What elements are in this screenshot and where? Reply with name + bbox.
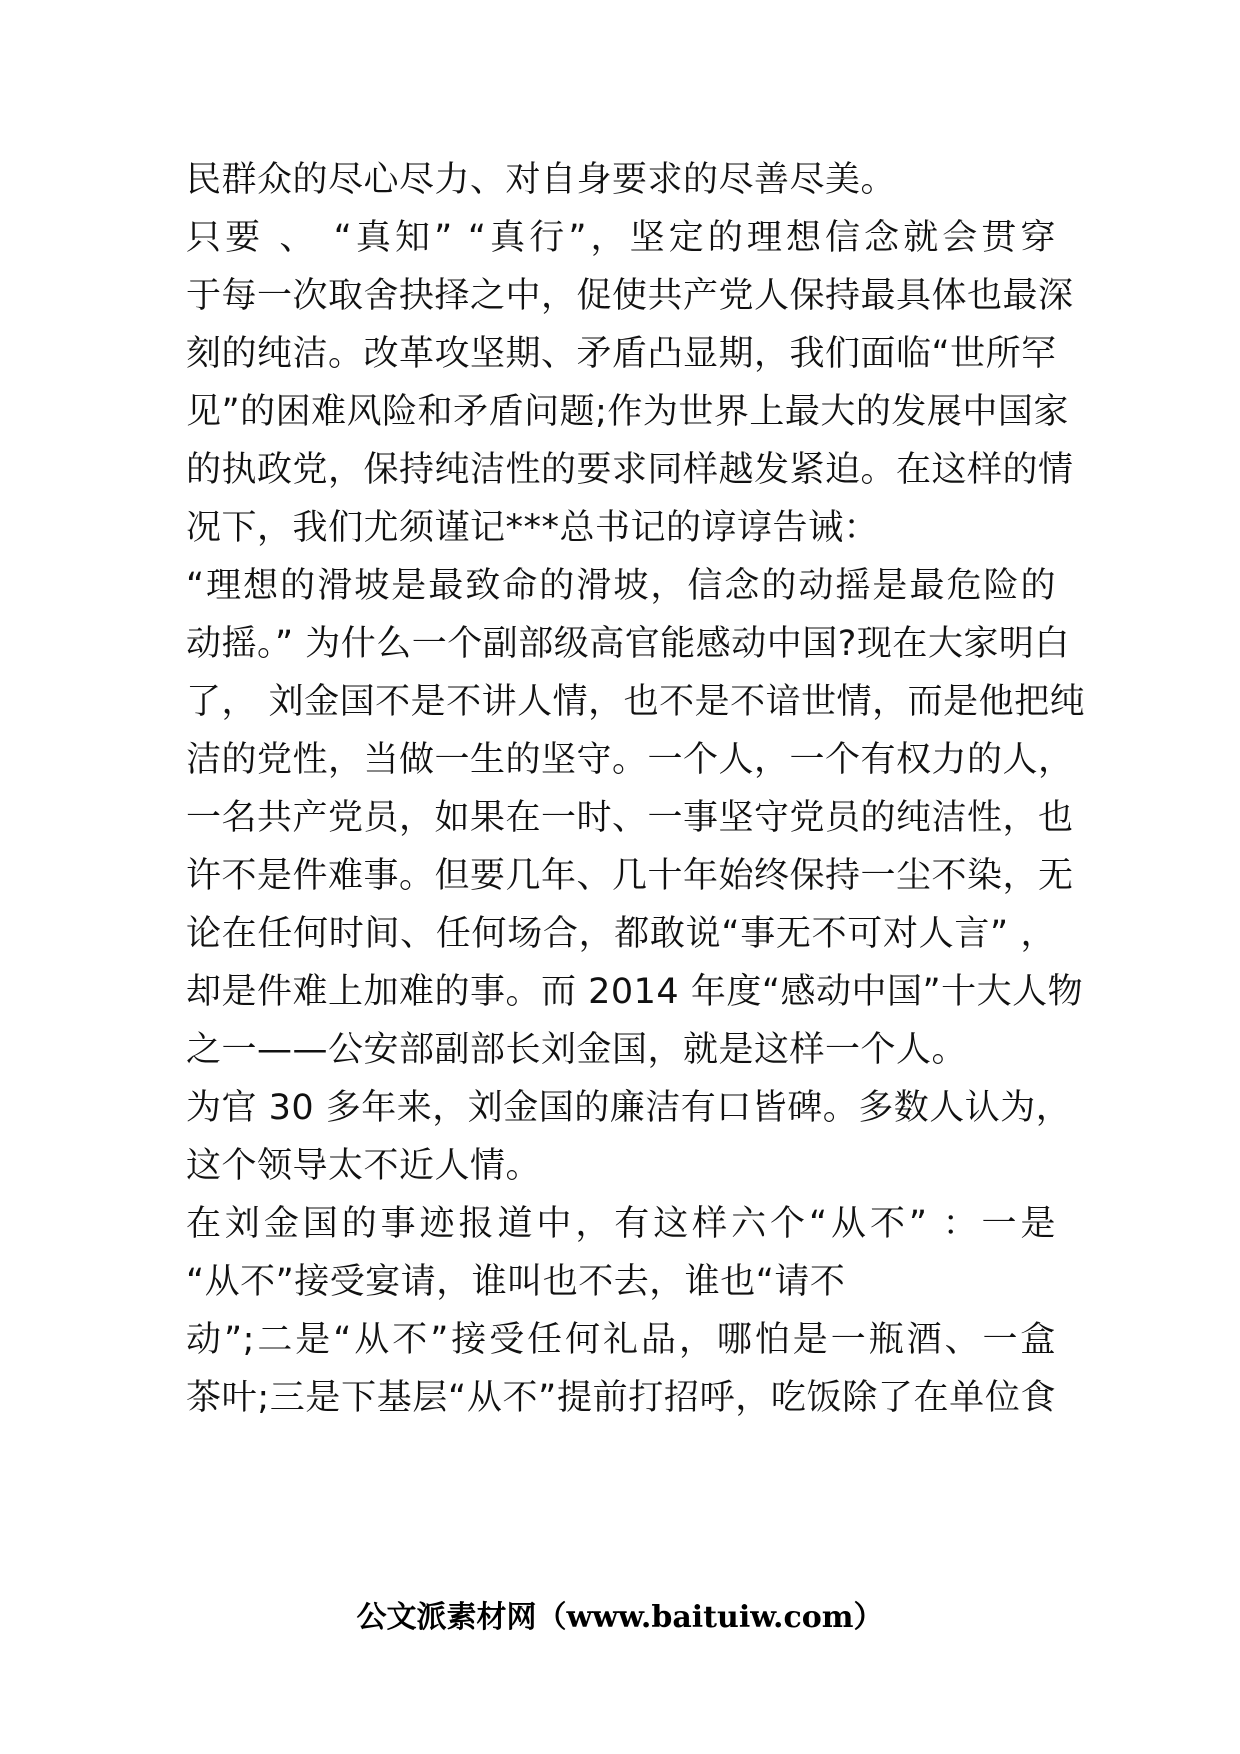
text-line: 许不是件难事。但要几年、几十年始终保持一尘不染，无 bbox=[186, 856, 1074, 896]
text-line: “理想的滑坡是最致命的滑坡，信念的动摇是最危险的 bbox=[186, 566, 1056, 606]
text-line: 洁的党性，当做一生的坚守。一个人，一个有权力的人， bbox=[186, 740, 1074, 780]
text-line: 民群众的尽心尽力、对自身要求的尽善尽美。 bbox=[186, 160, 897, 200]
text-line: 却是件难上加难的事。而 2014 年度“感动中国”十大人物 bbox=[186, 972, 1084, 1012]
text-line: 之一——公安部副部长刘金国，就是这样一个人。 bbox=[186, 1030, 968, 1070]
page-footer: 公文派素材网（www.baituiw.com） bbox=[356, 1600, 884, 1635]
text-line: 动”;二是“从不”接受任何礼品，哪怕是一瓶酒、一盒 bbox=[186, 1320, 1056, 1360]
text-line: 于每一次取舍抉择之中，促使共产党人保持最具体也最深 bbox=[186, 276, 1074, 316]
text-line: 见”的困难风险和矛盾问题;作为世界上最大的发展中国家 bbox=[186, 392, 1069, 432]
text-line: 一名共产党员，如果在一时、一事坚守党员的纯洁性，也 bbox=[186, 798, 1074, 838]
text-line: 论在任何时间、任何场合，都敢说“事无不可对人言” ， bbox=[186, 914, 1056, 954]
text-line: 了， 刘金国不是不讲人情，也不是不谙世情，而是他把纯 bbox=[186, 682, 1086, 722]
text-line: 刻的纯洁。改革攻坚期、矛盾凸显期，我们面临“世所罕 bbox=[186, 334, 1057, 374]
text-line: 在刘金国的事迹报道中，有这样六个“从不” ：一是 bbox=[186, 1204, 1056, 1244]
text-line: 茶叶;三是下基层“从不”提前打招呼，吃饭除了在单位食 bbox=[186, 1378, 1056, 1418]
text-line: 这个领导太不近人情。 bbox=[186, 1146, 542, 1186]
text-line: “从不”接受宴请，谁叫也不去，谁也“请不 bbox=[186, 1262, 846, 1302]
text-line: 为官 30 多年来，刘金国的廉洁有口皆碑。多数人认为， bbox=[186, 1088, 1072, 1128]
text-line: 只要 、 “真知” “真行”，坚定的理想信念就会贯穿 bbox=[186, 218, 1056, 258]
text-line: 的执政党，保持纯洁性的要求同样越发紧迫。在这样的情 bbox=[186, 450, 1074, 490]
text-line: 况下，我们尤须谨记***总书记的谆谆告诫： bbox=[186, 508, 880, 548]
text-line: 动摇。” 为什么一个副部级高官能感动中国?现在大家明白 bbox=[186, 624, 1070, 664]
